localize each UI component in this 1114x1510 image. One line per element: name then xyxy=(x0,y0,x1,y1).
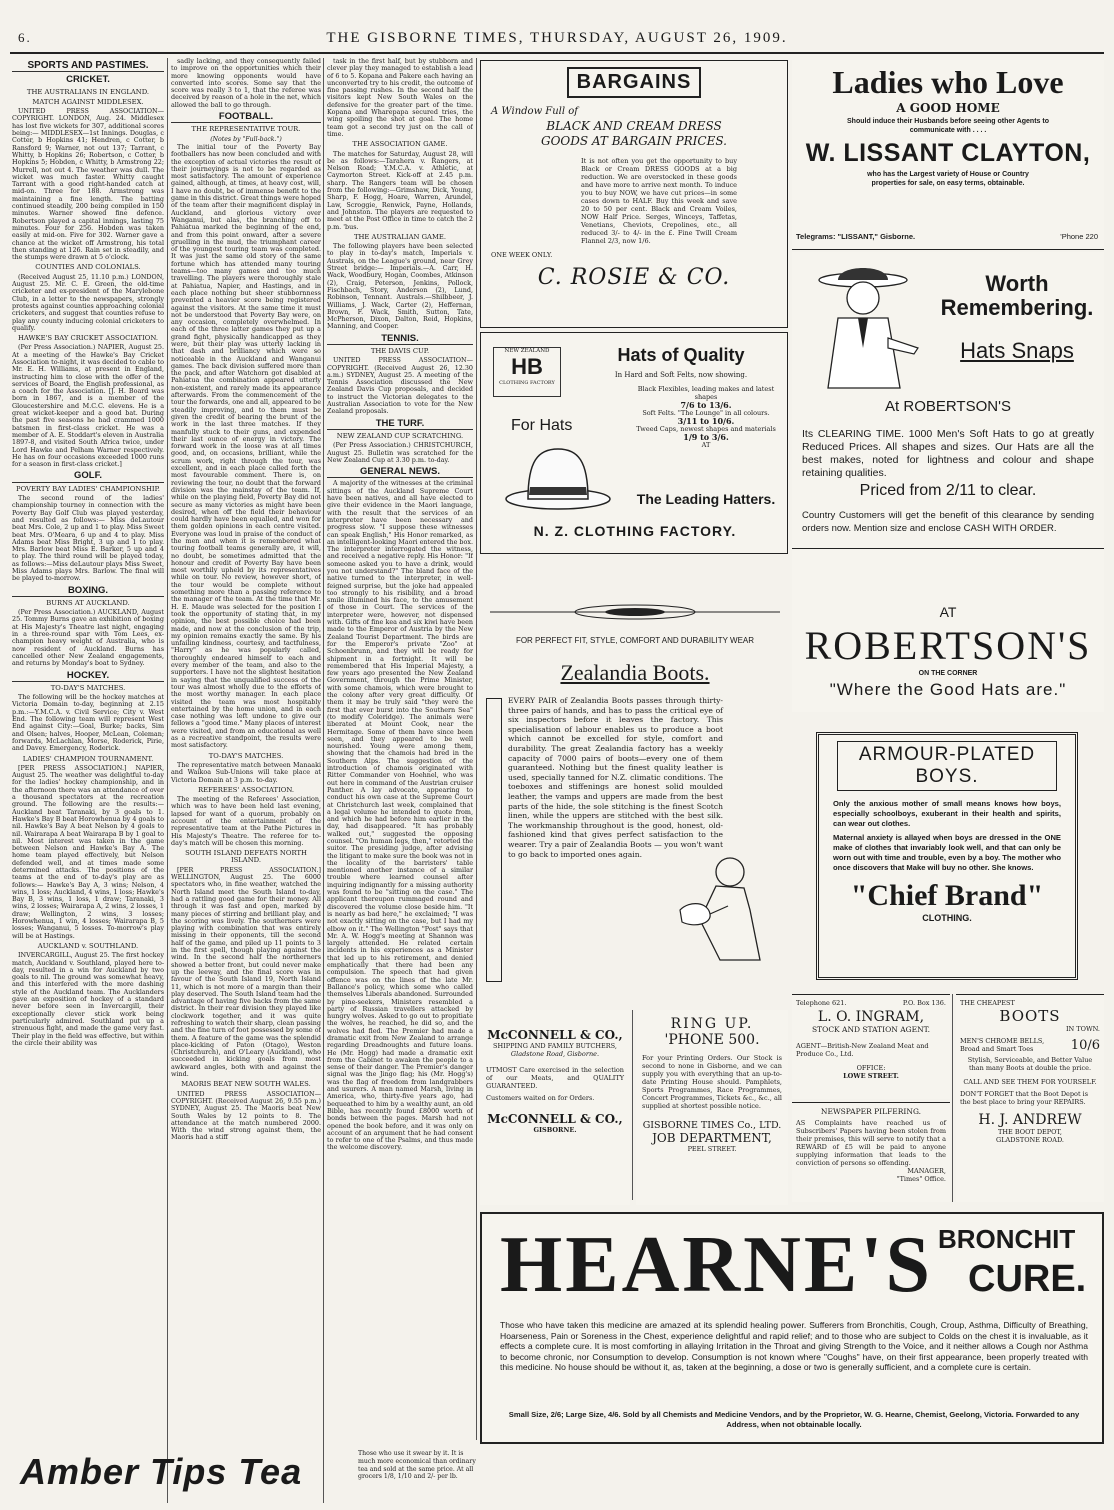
article-text: The following will be the hockey matches at Victoria Domain to-day, beginning at 2.15 p.m.:—Y.M.C.A. v. Civil Service; City v. West End. The following team will represent West End against City:—Goal, Burke; backs, Sim and Olsen; halves, Hooper, McLean, Coleman; forwards, McLachlan, Morse, Roderick, Pirie, and Davey. Emergency, Roderick. xyxy=(12,693,164,753)
football-byline: (Notes by "Full-back.") xyxy=(210,135,282,143)
hawkes-subhead: HAWKE'S BAY CRICKET ASSOCIATION. xyxy=(17,334,159,343)
boots-desc: Stylish, Serviceable, and Better Value than many Boots at double the price. xyxy=(967,1056,1093,1072)
price-value: 3/11 to 10/6. xyxy=(677,416,735,426)
column-rule xyxy=(323,58,324,1503)
bowler-hat-icon xyxy=(503,441,613,511)
zealandia-boots-ad xyxy=(480,600,788,990)
mens-boots-row xyxy=(960,1037,1100,1053)
country-customers: Country Customers will get the benefit of this clearance by sending orders now. Mention size and enclose CASH WITH ORDER. xyxy=(802,510,1094,534)
hats-quality-sub: In Hard and Soft Felts, now showing. xyxy=(614,371,748,379)
hockey-heading: HOCKEY. xyxy=(12,672,164,682)
article-text: INVERCARGILL, August 25. The first hockey match, Auckland v. Southland, played here to-day, resulted in a win for Auckland by two goals to nil. The ground was somewhat heavy, and this interfered with the more dashing style of the Auckland team. The Aucklanders gave an exposition of hockey of a standard never before seen in Invercargill, their exceptionally clever stick work being particularly admired. Southland put up a strenuous fight, and made the game very fast. Their play in the field was effective, but within the circle their ability was xyxy=(12,951,164,1047)
decorative-pillar xyxy=(486,698,502,982)
andrew-boots-ad xyxy=(956,994,1104,1202)
article-text: The meeting of the Referees' Association, which was to have been held last evening, lapsed for want of a quorum, probably on account of the entertainment of the representative team at the Pathe Pictures in His Majesty's Theatre. The referee for to-day's match will be chosen this morning. xyxy=(171,795,321,847)
ornamental-rule-icon xyxy=(490,600,780,624)
ring-up-title: RING UP. xyxy=(670,1016,754,1032)
lissant-clayton-name: W. LISSANT CLAYTON, xyxy=(805,139,1091,167)
column-1 xyxy=(12,58,164,1503)
bargains-ad xyxy=(480,60,788,328)
mcconnell-customers: Customers waited on for Orders. xyxy=(486,1094,595,1102)
boxing-subhead: BURNS AT AUCKLAND. xyxy=(46,598,130,607)
price-line: Black Flexibles, leading makes and latest shapes xyxy=(637,385,775,401)
hearnes-name: HEARNE'S xyxy=(500,1221,933,1309)
cricket-subhead-2: MATCH AGAINST MIDDLESEX. xyxy=(32,97,144,106)
golf-subhead: POVERTY BAY LADIES' CHAMPIONSHIP. xyxy=(16,484,160,493)
article-text: [PER PRESS ASSOCIATION.] NAPIER, August 25. The weather was delightful to-day for the ladies' hockey championship, and in the afternoon there was an attendance of over a thousand spectators at the recreation ground. The following are the results:— Auckland beat Taranaki, by 3 goals to 1. Hawke's Bay B beat Horowhenua by 4 goals to nil. Hawke's Bay A beat Nelson by 4 goals to nil. Wairarapa A beat Wairarapa B by 1 goal to nil. Most interest was taken in the game between Nelson and Hawke's Bay A. The home team played effectively, but Nelson defended well, and at times made some determined attacks. The positions of the teams at the end of to-day's play are as follows:— Hawke's Bay A, 3 wins; Nelson, 4 wins, 1 loss; Auckland, 4 wins, 1 loss; Hawke's Bay B, 3 wins, 1 loss, 1 draw; Taranaki, 3 wins, 2 losses; Wairarapa A, 2 wins, 2 losses, 1 draw; Wellington, 2 wins, 3 losses; Horowhenua, 1 win, 4 losses; Wairarapa B, 5 losses; Wanganui, 5 losses. To-morrow's play will be at Hastings. xyxy=(12,763,164,940)
hats-quality-title: Hats of Quality xyxy=(617,345,745,365)
article-text: (Per Press Association.) AUCKLAND, August 25. Tommy Burns gave an exhibition of boxing at His Majesty's Theatre last night, engaging in a three-round spar with Tom Lees, ex-champion heavy weight of Australia, who is now resident of Auckland. Burns has cancelled other New Zealand engagements, and returns by Monday's boat to Sydney. xyxy=(12,608,164,668)
at-label: AT xyxy=(939,604,957,620)
priced-from: Priced from 2/11 to clear. xyxy=(859,482,1037,499)
tennis-subhead: THE DAVIS CUP. xyxy=(370,346,430,355)
masthead xyxy=(10,30,1104,54)
armour-p1: Only the anxious mother of small means knows how boys, especially schoolboys, exuberant in their health and spirits, can wear out clothes. xyxy=(833,799,1061,828)
turf-subhead: NEW ZEALAND CUP SCRATCHING. xyxy=(336,431,464,440)
pilfering-body: AS Complaints have reached us of Subscribers' Papers having been stolen from their premises, this will serve to notify that a REWARD of £5 will be paid to anyone supplying information that leads to the conviction of persons so offending. xyxy=(796,1119,946,1167)
ingram-contacts xyxy=(796,999,946,1007)
turf-heading: THE TURF. xyxy=(327,420,473,430)
mcconnell-address: Gladstone Road, Gisborne. xyxy=(510,1050,600,1058)
mcconnell-butchers-ad xyxy=(480,1010,630,1205)
masthead-title: THE GISBORNE TIMES, THURSDAY, AUGUST 26, 1909. xyxy=(326,30,788,46)
article-text: (Per Press Association.) CHRISTCHURCH, August 25. Bulletin was scratched for the New Zealand Cup at 3.30 p.m. to-day. xyxy=(327,441,473,464)
article-text: sadly lacking, and they consequently failed to improve on the opportunities which their more knowing opponents would have converted into scores. Some say that the score was really 3 to 1, that the referee was deceived by reason of a hole in the net, which allowed the ball to go through. xyxy=(171,58,321,109)
robertsons-body: Its CLEARING TIME. 1000 Men's Soft Hats to go at greatly Reduced Prices. All shapes and sizes. Our Hats are all the best makes, noted for lightness and colour and shape retaining qualities. xyxy=(802,428,1094,479)
telegrams: Telegrams: "LISSANT," Gisborne. xyxy=(796,232,916,241)
bargains-lead: A Window Full of xyxy=(491,106,578,117)
hats-quality-ad xyxy=(480,332,788,554)
article-text: The matches for Saturday, August 28, will be as follows:—Tarahera v. Rangers, at Nelson Road; Y.M.C.A. v. Athletic, at Caymorton Street. Kick-off at 2.45 p.m. sharp. The Rangers team will be chosen from the following:—Grimshaw, Dick, Young, Sharp, F. Hogg, Hoare, Warren, Arundel, Law, Scroggie, Renwick, Payne, Hollands, and Johnston. The players are requested to meet at the Post Office in time to catch the 2 p.m. 'bus. xyxy=(327,149,473,231)
chief-brand: "Chief Brand" xyxy=(850,879,1044,912)
at-robertsons: At ROBERTSON'S xyxy=(885,398,1011,415)
call-and-see: CALL AND SEE THEM FOR YOURSELF. xyxy=(963,1078,1097,1086)
bargains-body: It is not often you get the opportunity to buy Black or Cream DRESS GOODS at a big reduction. We are overstocked in these goods and have more to arrive next month. To induce you to buy NOW, we have cut prices—in some cases down to HALF. Buy this week and save 20 to 50 per cent. Black and Cream Voiles, NOW Half Price. Serges, Winceys, Taffetas, Venetians, Cheviots, Crepolines, etc., all reduced 3/- to 4/- in the £. Fine Twill Cream Flannel 2/3, now 1/6. xyxy=(581,157,737,245)
man-examining-boot-icon xyxy=(650,850,770,970)
article-text: task in the first half, but by stubborn and clever play they managed to establish a lead of 6 to 5. Kopana and Pakere each having an unconverted try to his credit, the outcome of fine passing rushes. In the second half the visitors kept New South Wales on the defensive for the greater part of the time. Kopana and Wharepapa secured tries, the wing spoiling the shot at goal. The home team got a second try just on the call of time. xyxy=(327,58,473,138)
south-subhead: SOUTH ISLAND DEFEATS NORTH ISLAND. xyxy=(185,849,307,865)
zealandia-body: EVERY PAIR of Zealandia Boots passes through thirty-three pairs of hands, and has to pass the critical eye of six inspectors before it leaves the factory. This specialisation of labour enables us to produce a boot which cannot be excelled for style, comfort and durability. The great Zealandia factory has a weekly capacity of 7000 pairs of boots—every one of them guaranteed. Nothing but the finest quality leather is used, specially tanned for N.Z. climatic conditions. The toeboxes and stiffenings are honest solid moulded leather, the vamps and uppers are made from the best parts of the hide, the sole stitching is the finest Scotch linen, while the uppers are stitched with the best silk. The workmanship throughout is the good, honest, old-fashioned kind that gives perfect satisfaction to the wearer. Try a pair of Zealandia Boots — you won't want to go back to imported ones again. xyxy=(508,696,723,859)
article-text: The representative match between Manaaki and Waikoa Sub-Unions will take place at Victoria Domain at 3 p.m. to-day. xyxy=(171,760,321,784)
phone: 'Phone 220 xyxy=(1060,232,1098,241)
todays-subhead: TO-DAY'S MATCHES. xyxy=(208,751,284,760)
lissant-desc: who has the Largest variety of House or Country properties for sale, on easy terms, obtainable. xyxy=(867,171,1029,187)
cure-label: CURE. xyxy=(968,1258,1087,1300)
article-text: A majority of the witnesses at the criminal sittings of the Auckland Supreme Court have been natives, and all have elected to give their evidence in the Maori language, with the result that the services of an interpreter have been necessary and progress slow. "I suppose these witnesses can speak English," His Honor remarked, as an intelligent-looking Maori entered the box. The interpreter interrogated the witness, and received a negative reply. His Honor: "If someone asked you to have a drink, would you not understand?" The bland face of the native turned to the interpreter, in well-feigned surprise, but the joke had appealed too strongly to his risibility, and a broad smile illumined his face, to the amusement of those in Court. The services of the interpreter were, however, not dispensed with. Gifts of fine kea and six kiwi have been made to the Emperor of Austria by the New Zealand Tourist Department. The birds are for the Emperor's private "Zoo" at Schoenbrunn, and they will be ready for shipment in a fortnight. It will be remembered that His Imperial Majesty, a few years ago presented the New Zealand Government, through the Prime Minister, with some chamois, which were brought to the colony after very great difficulty. Of them it may be truly said "they were the first that ever burst into the Southern Sea" (to modify Coleridge). The animals were liberated at Mount Cook, near the Hermitage. Some of them have since been seen, and they appeared to be well nourished. Young were among them, showing that the chamois had bred in the Southern Alps. The suggestion of the introduction of chamois originated with Ritter Commander von Hoehnel, who was out here in command of the Austrian cruiser Panther. A lay advocate, appearing to conduct his own case at the Supreme Court at Christchurch last week, complained that a legal volume he intended to quote from, and which he had before him earlier in the day, had disappeared. "It has probably walked out," suggested the opposing counsel. "On human legs, then," retorted the suitor. The presiding judge, after advising the litigant to make sure the book was not in the locality of the barristers' table mentioned another instance of a similar trouble where learned counsel after inquiring indignantly for a missing authority was found to be "sitting on the case." The applicant thereupon rummaged round and discovered the volume close beside him. "It is nearly as bad here," he exclaimed; "I was not exactly sitting on the case, but I had my elbow on it." The Wellington "Post" says that Mr. A. W. Hogg's meeting at Shannon was largely attended. He related certain incidents in his experiences as a Minister that led up to his retirement, and denied emphatically that there had been any compulsion. The speech that had given offence was on the lines of the late Mr. Ballance's policy, which some who called themselves Liberals abandoned. Surrounded by pine-seekers, Ministers resembled a party of Russian travellers attacked by hungry wolves. Asked to go out to propitiate the wolves, he reached, he did so, and the wolves had fled. The Premier had made a dramatic exit from New Zealand to arrange regarding Dreadnoughts and future loans. He (Mr. Hogg) had made a dramatic exit from the Cabinet to awaken the people to a sense of their danger. The Premier's danger signal was the Jingo flag; his (Mr. Hogg's) was the flag of freedom from landgrabbers and usurers. A man named Marsh, living in America, who, thirty-five years ago, had bequeathed to him by a wealthy aunt, an old Bible, has recently found £8000 worth of bonds between the pages. Marsh had not opened the book before, and it was only on account of an argument that he had consent to refer to one of the Psalms, and thus made the welcome discovery. xyxy=(327,479,473,1152)
pilfering-manager: MANAGER, xyxy=(907,1167,946,1175)
worth-remembering: Worth Remembering. xyxy=(940,271,1094,320)
robertsons-ad xyxy=(792,252,1104,712)
column-3 xyxy=(327,58,473,1440)
hats-snaps: Hats Snaps xyxy=(960,338,1074,363)
good-home: A GOOD HOME xyxy=(896,101,1000,115)
ingram-street: LOWE STREET. xyxy=(843,1072,899,1080)
badge-line: NEW ZEALAND xyxy=(504,348,550,354)
referees-subhead: REFEREES' ASSOCIATION. xyxy=(197,785,295,794)
mcconnell-sub: SHIPPING AND FAMILY BUTCHERS, xyxy=(493,1042,617,1050)
pilfering-title: NEWSPAPER PILFERING. xyxy=(820,1107,922,1116)
ingram-agent: AGENT—British-New Zealand Meat and Produce Co., Ltd. xyxy=(796,1042,929,1058)
for-hats-label: For Hats xyxy=(511,417,573,434)
bargains-week: ONE WEEK ONLY. xyxy=(491,251,553,259)
ladies-who-love-title: Ladies who Love xyxy=(832,64,1064,100)
football-heading: FOOTBALL. xyxy=(171,113,321,123)
ladies-small: Should induce their Husbands before seeing other Agents to communicate with . . . . xyxy=(847,118,1049,134)
mcconnell-body: UTMOST Care exercised in the selection of our Meats, and QUALITY GUARANTEED. xyxy=(486,1066,624,1090)
price-line: Tweed Caps, newest shapes and materials xyxy=(636,425,776,433)
ingram-name: L. O. INGRAM, xyxy=(817,1009,925,1025)
auckland-subhead: AUCKLAND v. SOUTHLAND. xyxy=(37,941,139,950)
sports-heading: SPORTS AND PASTIMES. xyxy=(12,62,164,72)
golf-heading: GOLF. xyxy=(12,472,164,482)
hockey-subhead: TO-DAY'S MATCHES. xyxy=(50,683,126,692)
column-2 xyxy=(171,58,321,1503)
article-text: UNITED PRESS ASSOCIATION—COPYRIGHT. (Received August 26, 9.55 p.m.) SYDNEY, August 25. The Maoris beat New South Wales by 12 points to 8. The attendance at the match numbered 2000. With the wind strong against them, the Maoris had a stiff xyxy=(171,1089,321,1142)
article-text: [PER PRESS ASSOCIATION.] WELLINGTON, August 25. The 6000 spectators who, in fine weather, watched the North Island meet the South Island to-day, had a rattling good game for their money. All through it was fast and open, marked by many pieces of stirring and brilliant play, and the scoring was lively. The southerners were playing with combination that was entirely missing in their opponents, till the second half of the game, and piled up 11 points to 3 in the first spell, though playing against the wind. In the second half the northerners showed a better front, but could never make up the leeway, and the final score was in favour of the South Island 19, North Island 11, which is not more of a margin than their play deserved. The South Island team had the advantage of having five backs from the same district. In their rear division they played like clockwork together, and it was quite refreshing to watch their sharp, clean passing and the fine turn of foot possessed by some of them. A feature of the game was the splendid place-kicking of Paton (Otago), Weston (Christchurch), and O'Leary (Auckland), who succeeded in kicking goals from most awkward angles, both with and against the wind. xyxy=(171,865,321,1079)
ingram-role: STOCK AND STATION AGENT. xyxy=(812,1025,930,1034)
leading-hatters: The Leading Hatters. xyxy=(636,491,776,507)
armour-title: ARMOUR-PLATED BOYS. xyxy=(837,741,1057,791)
badge-monogram: HB xyxy=(511,354,543,379)
boots-label: BOOTS xyxy=(999,1007,1061,1025)
cricket-subhead: THE AUSTRALIANS IN ENGLAND. xyxy=(26,87,150,96)
mcconnell-town: GISBORNE. xyxy=(533,1126,577,1134)
nz-clothing-factory: N. Z. CLOTHING FACTORY. xyxy=(533,523,737,539)
divider xyxy=(792,548,1104,549)
tennis-heading: TENNIS. xyxy=(327,335,473,345)
boots-price: 10/6 xyxy=(1070,1037,1100,1053)
clothing-label: CLOTHING. xyxy=(922,913,972,923)
robertsons-name: ROBERTSON'S xyxy=(804,623,1092,668)
peel-street: PEEL STREET. xyxy=(687,1145,737,1153)
dont-forget: DON'T FORGET that the Boot Depot is the best place to bring your REPAIRS. xyxy=(960,1090,1089,1106)
cheapest-label: THE CHEAPEST xyxy=(960,999,1015,1007)
pilfering-office: "Times" Office. xyxy=(896,1175,946,1183)
badge-line: CLOTHING FACTORY xyxy=(499,380,555,386)
armour-plated-boys-ad xyxy=(816,732,1078,980)
ring-up-ad xyxy=(636,1010,788,1205)
article-text: UNITED PRESS ASSOCIATION—COPYRIGHT. (Received August 26, 12.30 a.m.) SYDNEY, August 25. A meeting of the Tennis Association discussed the New Zealand Davis Cup proposals, and decided to instruct the Victorian delegates to the Australian Association to vote for the New Zealand proposals. xyxy=(327,356,473,416)
ad-rule xyxy=(952,994,953,1202)
hearnes-bronchitis-ad xyxy=(480,1212,1104,1444)
article-text: The second round of the ladies' championship tourney in connection with the Poverty Bay Golf Club was played yesterday, and resulted as follows:— Miss deLautour beat Mrs. Cole, 2 up and 1 to play. Miss Sweet beat Mrs. O'Meara, 6 up and 4 to play. Miss Adams beat Miss Bright, 3 up and 1 to play. Mrs. Barlow beat Miss E. Barker, 5 up and 4 to play. The third round will be played today, as follows:—Miss deLautour plays Miss Sweet, Miss Adams plays Mrs. Barlow. The final will be played to-morrow. xyxy=(12,494,164,583)
armour-p2: Maternal anxiety is allayed when boys are dressed in the ONE make of clothes that invariably look well, and that can only be worn out with time and trouble, even by a boy. The mother who once discovers that Make will buy no other. She knows. xyxy=(833,833,1061,872)
amber-tips-tea-logo: Amber Tips Tea xyxy=(20,1451,303,1492)
article-text: The following players have been selected to play in to-day's match, Imperials v. Australs, on the League's ground, near Grey Street bridge:— Imperials.—A. Carr, H. Wack, Woodbury, Hogan, Coombes, Atkinson (2), Craig, Peterson, Jenkins, Pollock, Fischbach, Story, Anderson (2), Lund, Robinson, Tennant. Australs.—Shilbbeer, J. Williams, J. Wack, Carter (2), Heffernan, Brown, F. Wack, Smith, Sutton, Tate, McPherson, Dixon, Dalton, Reid, Hopkins, Manning, and Cooper. xyxy=(327,242,473,331)
robertsons-slogan: "Where the Good Hats are." xyxy=(829,680,1067,699)
maoris-subhead: MAORIS BEAT NEW SOUTH WALES. xyxy=(181,1080,311,1089)
gentleman-in-hat-icon xyxy=(808,258,928,398)
boot-depot: THE BOOT DEPOT, xyxy=(998,1128,1062,1136)
page-number: 6. xyxy=(18,30,32,45)
mcconnell-name: McCONNELL & CO., xyxy=(487,1028,623,1042)
boxing-heading: BOXING. xyxy=(12,587,164,597)
gladstone-road: GLADSTONE ROAD. xyxy=(996,1136,1064,1144)
mens-boots: MEN'S CHROME BELLS, Broad and Smart Toes xyxy=(960,1037,1045,1053)
ring-up-body: For your Printing Orders. Our Stock is second to none in Gisborne, and we can supply you with everything that an up-to-date Printing House should. Pamphlets, Sports Programmes, Race Programmes, Concert Programmes, Tickets &c., &c., all supplied at shortest possible notice. xyxy=(642,1054,782,1110)
article-text: UNITED PRESS ASSOCIATION—COPYRIGHT. LONDON, Aug. 24. Middlesex has lost five wickets for 307, additional scores being:— MIDDLESEX—1st Innings. Douglas, c Cotter, b Hopkins 41; Hendren, c Cotter, b Ransford 9; Warner, not out 137; Tarrant, c Whitty, b Hopkins 26; Robertson, c Cotter, b Hopkins 5; Hobden, c Whitty, b Armstrong 22; Murrell, not out 4. The weather was dull. The wicket was much faster. Whitty caught Tarrant with a good right-handed catch at mid-on. Three for 188. Armstrong was maintaining a fine length. The batting continued steadily, 200 being compiled in 150 minutes. Warner showed fine defence. Robertson played a capital innings, lasting 75 minutes. Four for 256. Hobden was taken easily at mid-on. Five for 302. Warner gave a chance at the wicket off Armstrong, his total then standing at 126. Rain set in steadily, and the stumps were drawn at 5 o'clock. xyxy=(12,107,164,262)
bargains-headline: BLACK AND CREAM DRESS GOODS AT BARGAIN PRICES. xyxy=(541,119,727,148)
counties-subhead: COUNTIES AND COLONIALS. xyxy=(35,263,141,272)
ingram-po: P.O. Box 136. xyxy=(902,999,946,1007)
at-label: AT xyxy=(701,441,711,449)
in-town: IN TOWN. xyxy=(1065,1025,1100,1033)
hearnes-sizes: Small Size, 2/6; Large Size, 4/6. Sold by all Chemists and Medicine Vendors, and by the Proprietor, W. G. Hearne, Chemist, Geelong, Victoria. Forwarded to any Address, when not obtainable locally. xyxy=(508,1410,1080,1429)
andrew-name: H. J. ANDREW xyxy=(978,1112,1082,1128)
column-rule xyxy=(476,58,477,1440)
amber-tips-blurb: Those who use it swear by it. It is much more economical than ordinary tea and sold at the same price. At all grocers 1/8, 1/10 and 2/- per lb. xyxy=(358,1450,476,1481)
aus-subhead: THE AUSTRALIAN GAME. xyxy=(353,232,447,241)
cricket-heading: CRICKET. xyxy=(66,74,110,86)
gisborne-times-firm: GISBORNE TIMES Co., LTD. xyxy=(642,1120,782,1131)
job-department: JOB DEPARTMENT, xyxy=(652,1131,772,1145)
general-news-heading: GENERAL NEWS. xyxy=(327,468,473,478)
ingram-tel: Telephone 621. xyxy=(796,999,847,1007)
price-line: Soft Felts. "The Lounge" in all colours. xyxy=(642,409,770,417)
article-text: (Per Press Association.) NAPIER, August 25. At a meeting of the Hawke's Bay Cricket Association to-night, it was decided to cable to Mr. E. H. Williams, at present in England, instructing him to close with the offer of the services of Board, the English professional, as a coach for the Association. [J. H. Board was born in 1867, and is a member of the Gloucestershire and M.C.C. elevens. He is a great wicket-keeper and a good bat. During the past five seasons he had crammed 1000 batsmen in first-class cricket. He was a member of A. E. Stoddart's eleven in Australia 1897-8, and visited South Africa twice, under Lord Hawke and Pelham Warner respectively. He has on four occasions exceeded 1000 runs for a season in first-class cricket.] xyxy=(12,343,164,469)
ladies-subhead: LADIES' CHAMPION TOURNAMENT. xyxy=(22,754,154,763)
football-subhead: THE REPRESENTATIVE TOUR. xyxy=(191,125,301,134)
zealandia-tagline: FOR PERFECT FIT, STYLE, COMFORT AND DURABILITY WEAR xyxy=(515,636,755,645)
price-value: 7/6 to 13/6. xyxy=(680,400,732,410)
column-rule xyxy=(167,58,168,1503)
on-the-corner: ON THE CORNER xyxy=(918,670,978,677)
ingram-office: OFFICE: xyxy=(856,1064,886,1072)
zealandia-title: Zealandia Boots. xyxy=(560,660,710,685)
mcconnell-name-2: McCONNELL & CO., xyxy=(487,1112,623,1126)
lissant-clayton-ad xyxy=(792,60,1104,250)
hearnes-body: Those who have taken this medicine are amazed at its splendid healing power. Sufferers from Bronchitis, Cough, Croup, Asthma, Difficulty of Breathing, Hoarseness, Pain or Soreness in the Chest, experience delightful and rapid relief; and to those who are subject to Colds on the chest it is invaluable, as it effects a complete cure. It is most comforting in allaying Irritation in the Throat and giving Strength to the Voice, and it neither allows a Cough nor Asthma to become chronic, nor Consumption to develop. Consumption is not known where "Coughs" have, on their first appearance, been properly treated with this medicine. No house should be without it, as, taken at the beginning, a dose or two is generally sufficient, and a complete cure is certain. xyxy=(500,1320,1088,1373)
rosie-firm-name: C. ROSIE & CO. xyxy=(537,265,731,290)
bargains-title: BARGAINS xyxy=(567,67,701,98)
bronchit-label: BRONCHIT xyxy=(938,1224,1076,1254)
article-text: (Received August 25, 11.10 p.m.) LONDON, August 25. Mr. C. E. Green, the old-time cricketer and ex-president of the Marylebone Club, in a letter to the newspapers, strongly protests against counties approaching colonial cricketers, and suggest that counties refuse to play any county inducing colonial cricketers to qualify. xyxy=(12,272,164,332)
ring-up-phone: 'PHONE 500. xyxy=(664,1032,760,1048)
ingram-ad xyxy=(792,994,950,1099)
price-value: 1/9 to 3/6. xyxy=(683,432,729,442)
ad-rule xyxy=(632,1010,633,1200)
pilfering-notice xyxy=(792,1102,950,1202)
hats-price-list xyxy=(631,385,781,449)
nz-clothing-badge xyxy=(493,347,561,397)
article-text: The initial tour of the Poverty Bay footballers has now been concluded and with the exception of actual victories the result of their journeyings is not to be regarded as most satisfactory. The amount of experience gained, although, at times, at heavy cost, will, I have no doubt, be of immense benefit to the game in this district. Great things were hoped of the team after their magnificent display in Auckland, and glorious victory over Wanganui, but alas, the branching off to Pahiatua marked the beginning of the end, and from this point onward, after a severe gruelling in the mud, the triumphant career of the youngest touring team was completed. It was just the same old story of the same fortune which has attended many touring teams—too many games and too much travelling. The players were thoroughly stale at Pahiatua, Napier, and Hastings, and in each place nothing but sheer stubbornness prevented a heavier score being registered against the visitors. At the same time it must not be understood that Poverty Bay were, on any occasion, completely overwhelmed. In each of the three latter games they put up a grand fight, physically handicapped as they were, but their play was utterly lacking in that dash and brilliancy which were so noticeable in the Auckland and Wanganui games. The back division suffered more than the pack, and after Watchorn got disabled at Pahiatua the combination appeared utterly non-existent, and rarely made its appearance afterwards. From the commencement of the tour the forwards, one and all, appeared to be steadily improving, and to them must be given the credit of bearing the brunt of the work in the last three matches. If they manfully stuck to their guns, and expended their last ounce of energy in victory. The forward work in the loose was at all times good, and, on occasions, brilliant, while the scrum work, right through the tour, was excellent, and in each place called forth the most favourable comment. There is, on reviewing the tour, no doubt that the forward division was the mainstay of the team. If, while on the playing field, Poverty Bay did not secure as many victories as might have been desired, when off the field their behaviour could hardly have been equalled, and won for them golden opinions in each centre visited. Everyone was loud in praise of the conduct of the men and when it is remembered what touring football teams generally are, it will, no doubt, be sometimes admitted that the honour and credit of Poverty Bay have been most worthily upheld by its representatives while on tour. No review, however short, of the tour would be complete without something more than a passing reference to the manager of the team. At the time that Mr. H. E. Maude was selected for the position I took the opportunity of stating that, in my opinion, the best possible choice had been made, and now at the conclusion of the trip, my opinion remains exactly the same. By his unfailing kindness, courtesy, and tactfulness, "Harry" as he was popularly called, thoroughly endeared himself to each and every member of the team, and also to the supporters. I have not the slightest hesitation in saying that the unqualified success of the tour was almost wholly due to the efforts of the most worthy manager. In each place visited the team was most hospitably entertained by the home union, and in each case nothing was left undone to give our fellows a "good time." Many places of interest were visited, and from an educational as well as a recreative standpoint, the results were most satisfactory. xyxy=(171,142,321,750)
assoc-subhead: THE ASSOCIATION GAME. xyxy=(352,140,448,149)
